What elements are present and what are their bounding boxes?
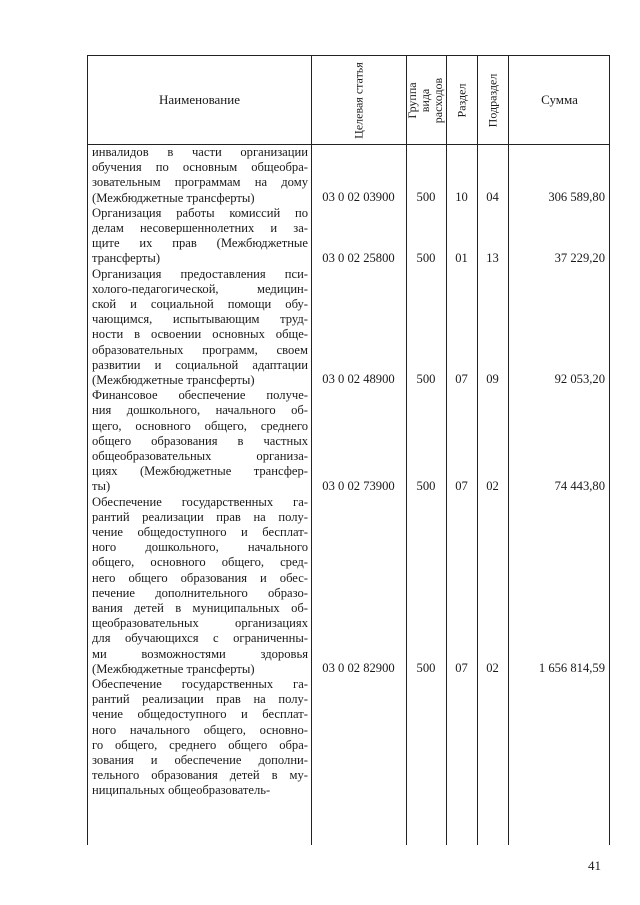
cell-name-line: Организация предоставления пси-	[92, 266, 308, 281]
cell-name-line: Организация работы комиссий по	[92, 205, 308, 220]
cell-name-line: него общего образования и обес-	[92, 570, 308, 585]
cell-sum: 74 443,80	[554, 478, 605, 493]
cell-target: 03 0 02 25800	[322, 250, 395, 265]
cell-name-line: ности в освоении основных обще-	[92, 327, 308, 342]
cell-name-line: чающимся, испытывающим труд-	[92, 312, 308, 327]
cell-sum: 92 053,20	[554, 372, 605, 387]
cell-name-line: трансферты)	[92, 251, 161, 266]
cell-name-line: зовательным программам на дому	[92, 175, 308, 190]
table-row	[88, 267, 609, 389]
cell-name-line: рантий реализации прав на полу-	[92, 509, 308, 524]
cell-name	[92, 145, 308, 206]
cell-name-line: печение дополнительного образо-	[92, 585, 308, 600]
cell-name-line: (Межбюджетные трансферты)	[92, 661, 255, 676]
cell-name-line: тельного образования детей в му-	[92, 768, 308, 783]
cell-name-line: ния дошкольного, начального об-	[92, 403, 308, 418]
cell-name-line: Финансовое обеспечение получе-	[92, 388, 308, 403]
header-section-cell	[446, 56, 477, 144]
cell-name-line: ты)	[92, 479, 111, 494]
cell-section: 10	[455, 189, 468, 204]
cell-name-line: обучения по основным общеобра-	[92, 160, 308, 175]
table-row	[88, 677, 609, 799]
cell-name	[92, 267, 308, 389]
cell-name-line: щите их прав (Межбюджетные	[92, 236, 308, 251]
cell-section: 01	[455, 250, 468, 265]
header-subsection-cell	[477, 56, 508, 144]
cell-name-line: зования и обеспечение дополни-	[92, 753, 308, 768]
cell-name-line: образовательных программ, своем	[92, 342, 308, 357]
cell-subsection: 02	[486, 660, 499, 675]
header-target-cell	[311, 56, 406, 144]
cell-name-line: общего образования в частных	[92, 433, 308, 448]
cell-name-line: инвалидов в части организации	[92, 145, 308, 159]
cell-target: 03 0 02 73900	[322, 478, 395, 493]
cell-name-line: ного начального общего, основно-	[92, 722, 308, 737]
cell-target: 03 0 02 82900	[322, 660, 395, 675]
cell-group: 500	[416, 372, 436, 387]
cell-sum: 1 656 814,59	[538, 660, 605, 675]
cell-subsection: 13	[486, 250, 499, 265]
cell-sum: 37 229,20	[554, 250, 605, 265]
cell-name-line: чение общедоступного и бесплат-	[92, 707, 308, 722]
cell-group: 500	[416, 189, 436, 204]
cell-name-line: вания детей в муниципальных об-	[92, 601, 308, 616]
cell-section: 07	[455, 478, 468, 493]
cell-name-line: делам несовершеннолетних и за-	[92, 221, 308, 235]
cell-name-line: щеобразовательных организациях	[92, 616, 308, 631]
cell-name-line: ного дошкольного, начального	[92, 540, 308, 555]
cell-group: 500	[416, 478, 436, 493]
cell-section: 07	[455, 372, 468, 387]
cell-name-line: развитии и социальной адаптации	[92, 357, 308, 372]
cell-group: 500	[416, 660, 436, 675]
table-row	[88, 495, 609, 677]
table-row	[88, 145, 609, 206]
header-target: Целевая статья	[351, 61, 365, 139]
table-row	[88, 388, 609, 494]
cell-name-line: го общего, среднего общего обра-	[92, 737, 308, 752]
cell-name-line: холого-педагогической, медицин-	[92, 281, 308, 296]
table-row	[88, 206, 609, 267]
cell-subsection: 09	[486, 372, 499, 387]
cell-name-line: (Межбюджетные трансферты)	[92, 373, 255, 388]
cell-name-line: ской и социальной помощи обу-	[92, 297, 308, 311]
header-subsection: Подраздел	[485, 73, 500, 127]
cell-name-line: ниципальных общеобразователь-	[92, 783, 271, 798]
cell-target: 03 0 02 48900	[322, 372, 395, 387]
cell-name-line: щего, основного общего, среднего	[92, 418, 308, 433]
cell-name	[92, 388, 308, 494]
header-group-cell	[406, 56, 446, 144]
cell-name	[92, 495, 308, 677]
header-name: Наименование	[159, 92, 240, 107]
cell-target: 03 0 02 03900	[322, 189, 395, 204]
cell-name	[92, 206, 308, 267]
cell-name-line: чение общедоступного и бесплат-	[92, 525, 308, 539]
page-number: 41	[588, 858, 601, 873]
cell-sum: 306 589,80	[548, 189, 605, 204]
cell-name-line: ми возможностями здоровья	[92, 646, 308, 661]
header-sum: Сумма	[541, 92, 578, 107]
cell-section: 07	[455, 660, 468, 675]
cell-subsection: 02	[486, 478, 499, 493]
cell-name-line: общеобразовательных организа-	[92, 449, 308, 463]
header-group: Группа вида расходов	[405, 77, 446, 123]
cell-name-line: общего, основного общего, сред-	[92, 555, 308, 570]
cell-name-line: рантий реализации прав на полу-	[92, 692, 308, 707]
cell-name-line: циях (Межбюджетные трансфер-	[92, 464, 308, 479]
cell-name-line: (Межбюджетные трансферты)	[92, 190, 255, 205]
cell-name	[92, 677, 308, 799]
header-section: Раздел	[454, 83, 469, 117]
cell-name-line: Обеспечение государственных га-	[92, 494, 308, 509]
cell-group: 500	[416, 250, 436, 265]
cell-name-line: Обеспечение государственных га-	[92, 677, 308, 691]
cell-name-line: для обучающихся с ограниченны-	[92, 631, 308, 646]
budget-table	[87, 55, 610, 845]
cell-subsection: 04	[486, 189, 499, 204]
